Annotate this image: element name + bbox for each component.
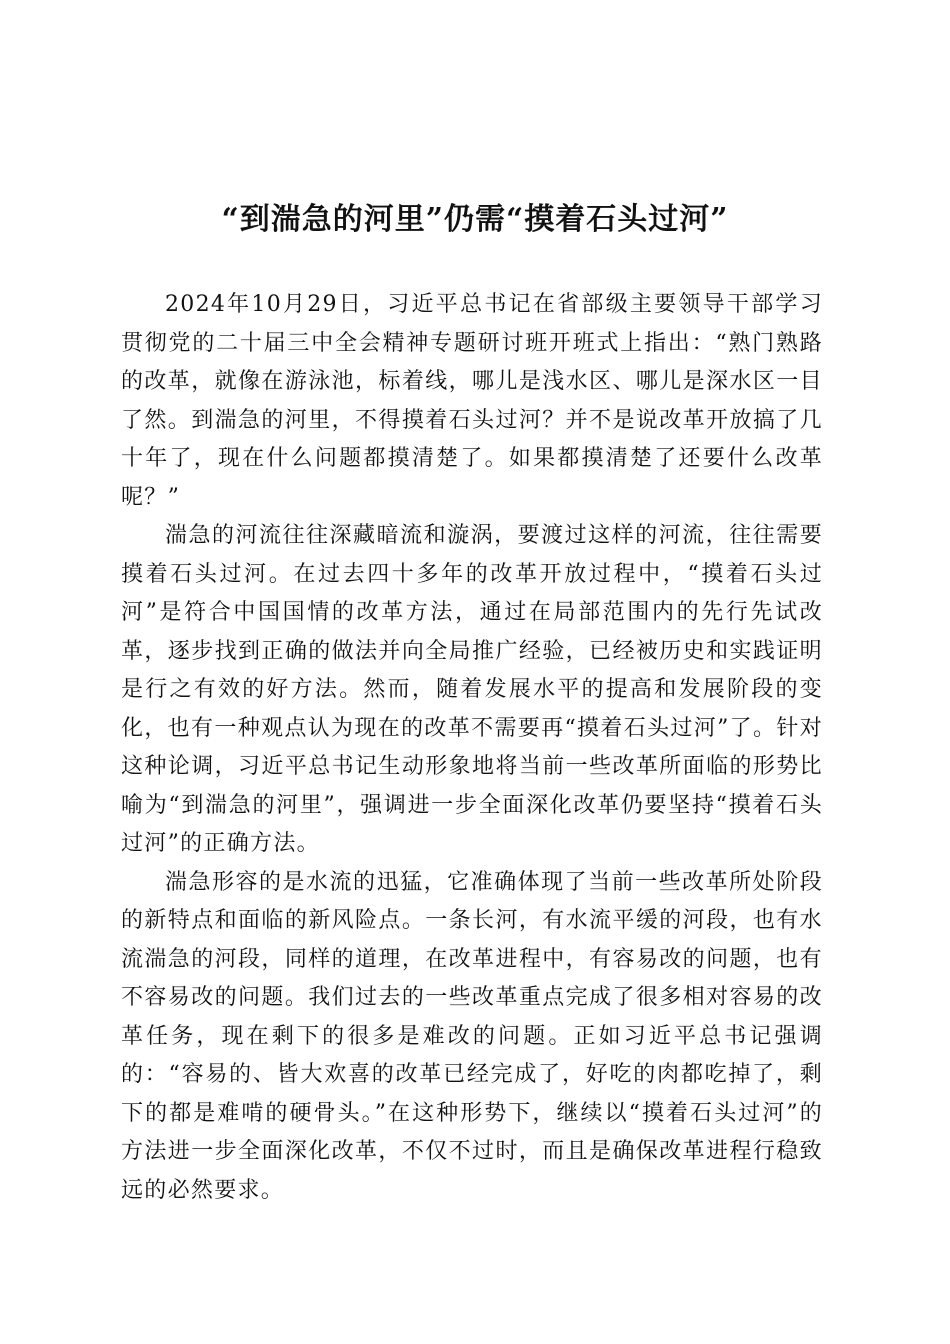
document-body: [121, 286, 823, 1210]
document-title: “到湍急的河里”仍需“摸着石头过河”: [221, 202, 729, 237]
paragraph-2: 湍急的河流往往深藏暗流和漩涡，要渡过这样的河流，往往需要摸着石头过河。在过去四十多年的改革开放过程中，“摸着石头过河”是符合中国国情的改革方法，通过在局部范围内的先行先试改革，逐步找到正确的做法并向全局推广经验，已经被历史和实践证明是行之有效的好方法。然而，随着发展水平的提高和发展阶段的变化，也有一种观点认为现在的改革不需要再“摸着石头过河”了。针对这种论调，习近平总书记生动形象地将当前一些改革所面临的形势比喻为“到湍急的河里”，强调进一步全面深化改革仍要坚持“摸着石头过河”的正确方法。: [121, 523, 823, 856]
paragraph-1: 2024年10月29日，习近平总书记在省部级主要领导干部学习贯彻党的二十届三中全会精神专题研讨班开班式上指出：“熟门熟路的改革，就像在游泳池，标着线，哪儿是浅水区、哪儿是深水区一目了然。到湍急的河里，不得摸着石头过河？并不是说改革开放搞了几十年了，现在什么问题都摸清楚了。如果都摸清楚了还要什么改革呢？”: [121, 292, 823, 510]
paragraph-3: 湍急形容的是水流的迅猛，它准确体现了当前一些改革所处阶段的新特点和面临的新风险点。一条长河，有水流平缓的河段，也有水流湍急的河段，同样的道理，在改革进程中，有容易改的问题，也有不容易改的问题。我们过去的一些改革重点完成了很多相对容易的改革任务，现在剩下的很多是难改的问题。正如习近平总书记强调的：“容易的、皆大欢喜的改革已经完成了，好吃的肉都吃掉了，剩下的都是难啃的硬骨头。”在这种形势下，继续以“摸着石头过河”的方法进一步全面深化改革，不仅不过时，而且是确保改革进程行稳致远的必然要求。: [121, 869, 823, 1203]
